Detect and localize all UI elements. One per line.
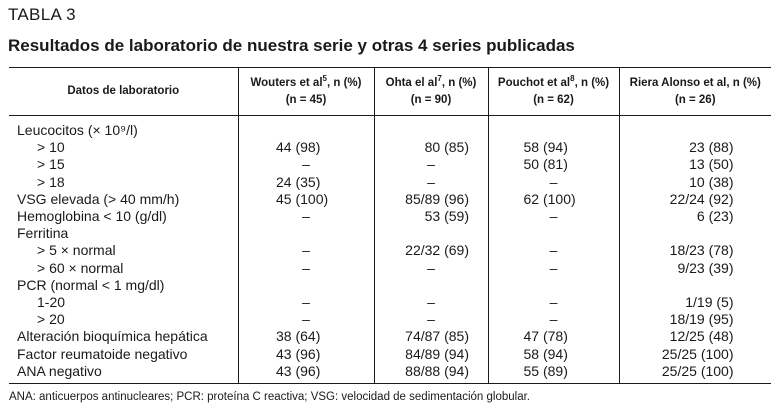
cell (374, 225, 488, 242)
cell (619, 116, 771, 140)
cell-value: – (549, 208, 558, 225)
cell-value: – (302, 293, 310, 310)
cell-value: 74/87 (85) (405, 328, 469, 345)
cell (238, 363, 374, 384)
cell (488, 277, 619, 294)
cell (488, 208, 619, 225)
cell (238, 225, 374, 242)
header-wouters-label: Wouters et al (250, 76, 323, 89)
table-row (9, 294, 771, 311)
cell-value: 55 (89) (523, 362, 568, 379)
cell-value: – (302, 208, 310, 225)
table-row (9, 277, 771, 294)
cell-value: – (549, 173, 558, 190)
cell-value: – (427, 156, 435, 173)
header-wouters (238, 68, 374, 116)
row-label: Alteración bioquímica hepática (17, 328, 208, 345)
cell (619, 294, 771, 311)
header-wouters-suffix: , n (%) (326, 76, 362, 89)
header-wouters-ref: 5 (322, 73, 327, 83)
header-ohta-n: (n = 90) (410, 93, 452, 106)
cell-value: 12/25 (48) (669, 328, 734, 345)
cell-value: 85/89 (96) (405, 190, 469, 207)
cell-value: – (549, 311, 558, 328)
cell-value: 13 (50) (689, 156, 734, 173)
cell (488, 363, 619, 384)
cell-value: 22/32 (69) (405, 242, 469, 259)
cell (374, 294, 488, 311)
cell-value: 22/24 (92) (669, 190, 734, 207)
cell-value: 25/25 (100) (661, 345, 734, 362)
header-ohta-suffix: , n (%) (441, 76, 477, 89)
row-label: ANA negativo (9, 363, 238, 384)
cell (619, 208, 771, 225)
cell-value: 44 (98) (276, 139, 321, 156)
cell (488, 294, 619, 311)
header-riera-n: (n = 26) (674, 93, 716, 106)
table-row (9, 345, 771, 362)
cell (488, 225, 619, 242)
cell (238, 116, 374, 140)
cell-value: 47 (78) (523, 328, 568, 345)
cell (488, 328, 619, 345)
cell-value: – (302, 242, 310, 259)
header-pouchot-label: Pouchot et al (497, 76, 571, 89)
table-row (9, 363, 771, 384)
table-row (9, 208, 771, 225)
cell (488, 139, 619, 156)
cell (374, 311, 488, 328)
cell (374, 174, 488, 191)
header-pouchot-suffix: , n (%) (574, 76, 610, 89)
header-pouchot-n: (n = 62) (533, 93, 574, 106)
row-label: > 20 (37, 311, 65, 328)
header-wouters-n: (n = 45) (285, 93, 327, 106)
cell-value: 6 (23) (696, 208, 734, 225)
table-row (9, 225, 771, 242)
row-label: Leucocitos (× 10⁹/l) (17, 122, 138, 139)
cell-value: – (302, 259, 310, 276)
cell-value: – (427, 173, 435, 190)
cell (488, 260, 619, 277)
row-label: > 60 × normal (37, 259, 124, 276)
cell-value: 18/23 (78) (669, 242, 734, 259)
cell-value: – (427, 259, 435, 276)
cell (488, 311, 619, 328)
cell (374, 208, 488, 225)
cell-value: 58 (94) (523, 139, 568, 156)
cell (374, 328, 488, 345)
header-pouchot-ref: 8 (570, 73, 575, 83)
cell (619, 225, 771, 242)
cell (488, 156, 619, 173)
cell-value: – (549, 293, 558, 310)
cell (374, 191, 488, 208)
cell-value: 43 (96) (276, 362, 321, 379)
cell (488, 116, 619, 140)
cell-value: 88/88 (94) (405, 362, 469, 379)
cell (238, 242, 374, 259)
cell (619, 174, 771, 191)
cell (374, 277, 488, 294)
cell (488, 242, 619, 259)
cell (238, 260, 374, 277)
header-row (9, 68, 771, 116)
cell-value: 9/23 (39) (677, 259, 734, 276)
row-label: PCR (normal < 1 mg/dl) (17, 276, 165, 293)
header-datos-label: Datos de laboratorio (67, 85, 180, 97)
cell (238, 277, 374, 294)
cell (619, 363, 771, 384)
cell (374, 156, 488, 173)
header-ohta (374, 68, 488, 116)
cell (619, 345, 771, 362)
cell (488, 191, 619, 208)
cell-value: 53 (59) (424, 208, 469, 225)
cell-value: 58 (94) (523, 345, 568, 362)
cell-value: 24 (35) (276, 173, 321, 190)
table-row (9, 116, 771, 140)
header-ohta-label: Ohta el al (385, 76, 438, 89)
header-datos (9, 68, 238, 116)
cell-value: 18/19 (95) (669, 311, 734, 328)
row-label: 1-20 (37, 293, 66, 310)
cell (374, 242, 488, 259)
cell (619, 328, 771, 345)
cell-value: 25/25 (100) (661, 362, 734, 379)
cell (619, 156, 771, 173)
cell (238, 311, 374, 328)
table-body (9, 116, 771, 384)
cell (238, 191, 374, 208)
cell-value: 38 (64) (276, 328, 321, 345)
cell (619, 191, 771, 208)
cell (238, 139, 374, 156)
cell (238, 174, 374, 191)
cell (619, 277, 771, 294)
table-row (9, 311, 771, 328)
header-riera (619, 68, 771, 116)
row-label: Factor reumatoide negativo (17, 345, 188, 362)
cell (488, 174, 619, 191)
row-label: > 15 (37, 156, 65, 173)
cell (374, 260, 488, 277)
table-row (9, 242, 771, 259)
row-label: > 10 (37, 139, 65, 156)
table-row (9, 260, 771, 277)
cell-value: 80 (85) (424, 139, 469, 156)
cell-value: – (302, 311, 310, 328)
header-ohta-ref: 7 (437, 73, 442, 83)
footnote: ANA: anticuerpos antinucleares; PCR: proteína C reactiva; VSG: velocidad de sedimentación globular. (9, 391, 530, 403)
cell-value: – (549, 242, 558, 259)
cell-value: 62 (100) (523, 190, 576, 207)
header-pouchot (488, 68, 619, 116)
table-row (9, 156, 771, 173)
row-label: VSG elevada (> 40 mm/h) (17, 190, 180, 207)
cell (238, 294, 374, 311)
cell-value: 10 (38) (689, 173, 734, 190)
cell (238, 345, 374, 362)
table-label: TABLA 3 (8, 5, 76, 24)
cell (374, 345, 488, 362)
cell (619, 139, 771, 156)
cell-value: 43 (96) (276, 345, 321, 362)
row-label: Hemoglobina < 10 (g/dl) (17, 208, 167, 225)
cell (238, 208, 374, 225)
table-row (9, 139, 771, 156)
cell-value: 23 (88) (689, 139, 734, 156)
table-row (9, 328, 771, 345)
table-title: Resultados de laboratorio de nuestra serie y otras 4 series publicadas (8, 36, 575, 55)
cell (374, 116, 488, 140)
cell (619, 311, 771, 328)
table-row (9, 191, 771, 208)
cell-value: 50 (81) (523, 156, 568, 173)
cell (619, 260, 771, 277)
cell-value: – (302, 156, 310, 173)
row-label: Ferritina (17, 225, 69, 242)
cell (238, 156, 374, 173)
cell-value: 1/19 (5) (685, 293, 734, 310)
cell-value: – (427, 293, 435, 310)
header-riera-label: Riera Alonso et al, n (%) (629, 76, 761, 89)
cell (374, 139, 488, 156)
cell (619, 242, 771, 259)
cell-value: – (549, 259, 558, 276)
row-label: > 5 × normal (37, 242, 116, 259)
cell (374, 363, 488, 384)
cell-value: – (427, 311, 435, 328)
cell (238, 328, 374, 345)
table-row (9, 174, 771, 191)
results-table (9, 67, 771, 384)
cell-value: 84/89 (94) (405, 345, 469, 362)
cell (488, 345, 619, 362)
cell-value: 45 (100) (276, 190, 329, 207)
row-label: > 18 (37, 173, 65, 190)
